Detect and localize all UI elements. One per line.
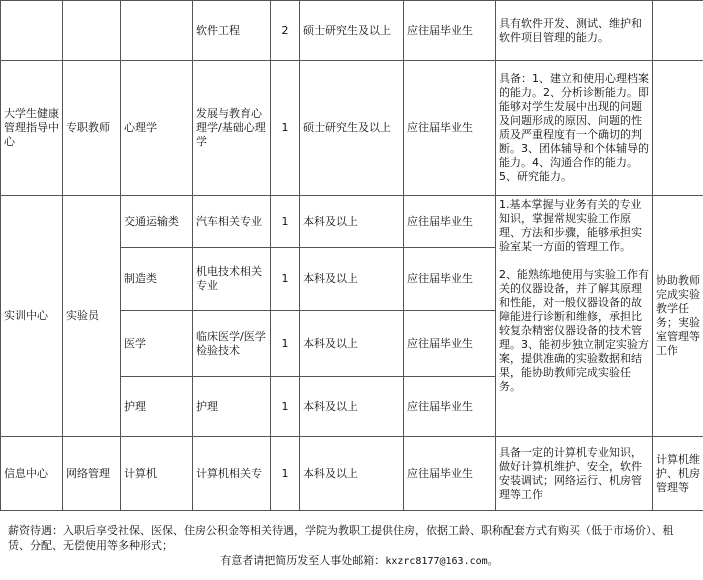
post-cell [63,1,121,61]
major1-cell: 心理学 [121,61,193,196]
major1-cell: 医学 [121,311,193,377]
requirement-cell: 1.基本掌握与业务有关的专业知识，掌握常规实验工作原理、方法和步骤，能够承担实验室某一方面的管理工作。 2、能熟练地使用与实验工作有关的仪器设备，并了解其原理和性能，对一般仪器设备的故障能进行诊断和维修，承担比较复杂精密仪器设备的技术管理。3、能初步独立制定实验方案，提供准确的实验数据和结果，能协助教师完成实验任务。 [496,196,653,437]
table-row [1,437,703,511]
major1-cell: 计算机 [121,437,193,511]
dept-cell: 信息中心 [1,437,63,511]
requirement-cell: 具备：1、建立和使用心理档案的能力。2、分析诊断能力。即能够对学生发展中出现的问题及问题形成的原因、问题的性质及严重程度有一个确切的判断。3、团体辅导和个体辅导的能力。4、沟通合作的能力。5、研究能力。 [496,61,653,196]
count-cell: 1 [271,196,300,248]
major1-cell: 护理 [121,377,193,437]
note-cell [653,1,703,61]
table-row [1,61,703,196]
post-cell: 专职教师 [63,61,121,196]
post-cell: 网络管理 [63,437,121,511]
requirement-cell: 具有软件开发、测试、维护和软件项目管理的能力。 [496,1,653,61]
table-row [1,1,703,61]
count-cell: 1 [271,311,300,377]
footer-notes [0,510,703,580]
major2-cell: 软件工程 [193,1,271,61]
edu-cell: 硕士研究生及以上 [300,61,404,196]
edu-cell: 本科及以上 [300,437,404,511]
count-cell: 1 [271,437,300,511]
dept-cell: 实训中心 [1,196,63,437]
type-cell: 应往届毕业生 [404,377,496,437]
major2-cell: 计算机相关专 [193,437,271,511]
major2-cell: 汽车相关专业 [193,196,271,248]
dept-cell [1,1,63,61]
major2-cell: 临床医学/医学检验技术 [193,311,271,377]
major1-cell: 交通运输类 [121,196,193,248]
edu-cell: 本科及以上 [300,377,404,437]
post-cell: 实验员 [63,196,121,437]
edu-cell: 硕士研究生及以上 [300,1,404,61]
type-cell: 应往届毕业生 [404,61,496,196]
salary-text: 薪资待遇：入职后享受社保、医保、住房公积金等相关待遇，学院为教职工提供住房，依据工龄、职称配套方式有购买（低于市场价）、租赁、分配、无偿使用等多种形式； [0,523,703,553]
contact-prefix: 有意者请把简历发至人事处邮箱： [220,554,385,567]
table-row [1,196,703,248]
email-address: kxzrc8177@163.com [385,556,487,567]
type-cell: 应往届毕业生 [404,311,496,377]
note-cell [653,61,703,196]
type-cell: 应往届毕业生 [404,248,496,311]
major2-cell: 护理 [193,377,271,437]
count-cell: 2 [271,1,300,61]
contact-suffix: 。 [488,554,499,567]
contact-text [0,553,703,569]
type-cell: 应往届毕业生 [404,196,496,248]
major1-cell: 制造类 [121,248,193,311]
count-cell: 1 [271,61,300,196]
type-cell: 应往届毕业生 [404,1,496,61]
count-cell: 1 [271,248,300,311]
note-cell: 计算机维护、机房管理等 [653,437,703,511]
edu-cell: 本科及以上 [300,248,404,311]
major1-cell [121,1,193,61]
note-cell: 协助教师完成实验教学任务；実验室管理等工作 [653,196,703,437]
major2-cell: 发展与教育心理学/基础心理学 [193,61,271,196]
edu-cell: 本科及以上 [300,311,404,377]
dept-cell: 大学生健康管理指导中心 [1,61,63,196]
type-cell: 应往届毕业生 [404,437,496,511]
major2-cell: 机电技术相关专业 [193,248,271,311]
count-cell: 1 [271,377,300,437]
requirement-cell: 具备一定的计算机专业知识，做好计算机维护、安全，软件安装调试；网络运行、机房管理等工作 [496,437,653,511]
edu-cell: 本科及以上 [300,196,404,248]
